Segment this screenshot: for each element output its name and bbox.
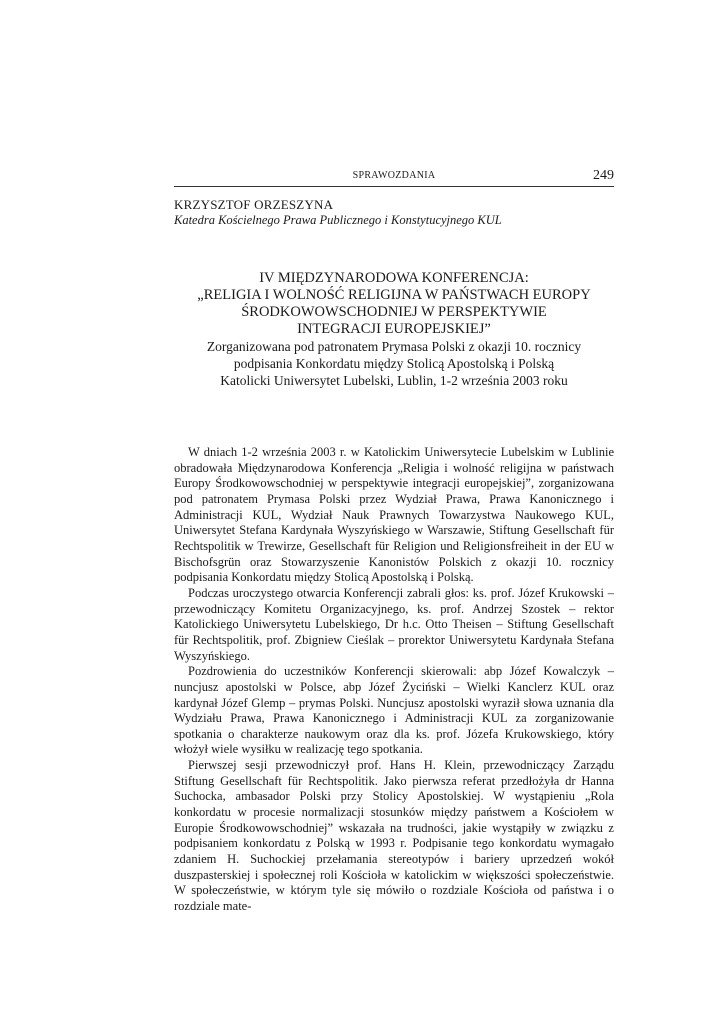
- running-header: [174, 170, 614, 187]
- author-affiliation: Katedra Kościelnego Prawa Publicznego i Konstytucyjnego KUL: [174, 213, 502, 227]
- body-paragraph: Podczas uroczystego otwarcia Konferencji zabrali głos: ks. prof. Józef Krukowski – przewodniczący Komitetu Organizacyjnego, ks. prof. Andrzej Szostek – rektor Katolickiego Uniwersytetu Lubelskiego, Dr h.c. Otto Theisen – Stiftung Gesellschaft für Rechtspolitik, prof. Zbigniew Cieślak – prorektor Uniwersytetu Kardynała Stefana Wyszyńskiego.: [174, 585, 614, 663]
- body-paragraph: Pierwszej sesji przewodniczył prof. Hans H. Klein, przewodniczący Zarządu Stiftung Gesellschaft für Rechtspolitik. Jako pierwsza referat przedłożyła dr Hanna Suchocka, ambasador Polski przy Stolicy Apostolskiej. W wystąpieniu „Rola konkordatu w procesie normalizacji stosunków między państwem a Kościołem w Europie Środkowowschodniej” wskazała na trudności, jakie wystąpiły w związku z podpisaniem konkordatu z Polską w 1993 r. Podpisanie tego konkordatu wymagało zdaniem H. Suchockiej przełamania stereotypów i bariery uprzedzeń wokół duszpasterskiej i społecznej roli Kościoła w katolickim w większości społeczeństwie. W społeczeństwie, w którym tyle się mówiło o rozdziale Kościoła od państwa i o rozdziale mate-: [174, 758, 614, 914]
- title-line: „RELIGIA I WOLNOŚĆ RELIGIJNA W PAŃSTWACH EUROPY: [197, 287, 591, 303]
- page-number: 249: [593, 168, 614, 183]
- article-title: [174, 270, 614, 389]
- body-paragraph: Pozdrowienia do uczestników Konferencji skierowali: abp Józef Kowalczyk – nuncjusz apostolski w Polsce, abp Józef Życiński – Wielki Kanclerz KUL oraz kardynał Józef Glemp – prymas Polski. Nuncjusz apostolski wyraził słowa uznania dla Wydziału Prawa, Prawa Kanonicznego i Administracji KUL za zorganizowanie spotkania o charakterze naukowym oraz dla ks. prof. Józefa Krukowskiego, który włożył wiele wysiłku w realizację tego spotkania.: [174, 664, 614, 757]
- title-line: INTEGRACJI EUROPEJSKIEJ”: [297, 321, 491, 337]
- author-name: KRZYSZTOF ORZESZYNA: [174, 197, 334, 212]
- running-title: SPRAWOZDANIA: [352, 170, 436, 181]
- title-line: IV MIĘDZYNARODOWA KONFERENCJA:: [259, 270, 529, 286]
- title-line: ŚRODKOWOWSCHODNIEJ W PERSPEKTYWIE: [241, 304, 547, 320]
- subtitle-line: podpisania Konkordatu między Stolicą Apostolską i Polską: [233, 356, 555, 371]
- subtitle-line: Katolicki Uniwersytet Lubelski, Lublin, 1-2 września 2003 roku: [220, 373, 568, 388]
- subtitle-line: Zorganizowana pod patronatem Prymasa Polski z okazji 10. rocznicy: [206, 339, 582, 354]
- article-body: [174, 445, 614, 915]
- body-paragraph: W dniach 1-2 września 2003 r. w Katolickim Uniwersytecie Lubelskim w Lublinie obradowała Międzynarodowa Konferencja „Religia i wolność religijna w państwach Europy Środkowowschodniej w perspektywie integracji europejskiej”, zorganizowana pod patronatem Prymasa Polski przez Wydział Prawa, Prawa Kanonicznego i Administracji KUL, Wydział Nauk Prawnych Towarzystwa Naukowego KUL, Uniwersytet Stefana Kardynała Wyszyńskiego w Warszawie, Stiftung Gesellschaft für Rechtspolitik w Trewirze, Gesellschaft für Religion und Religionsfreiheit in der EU w Bischofsgrün oraz Stowarzyszenie Kanonistów Polskich z okazji 10. rocznicy podpisania Konkordatu między Stolicą Apostolską i Polską.: [174, 445, 614, 585]
